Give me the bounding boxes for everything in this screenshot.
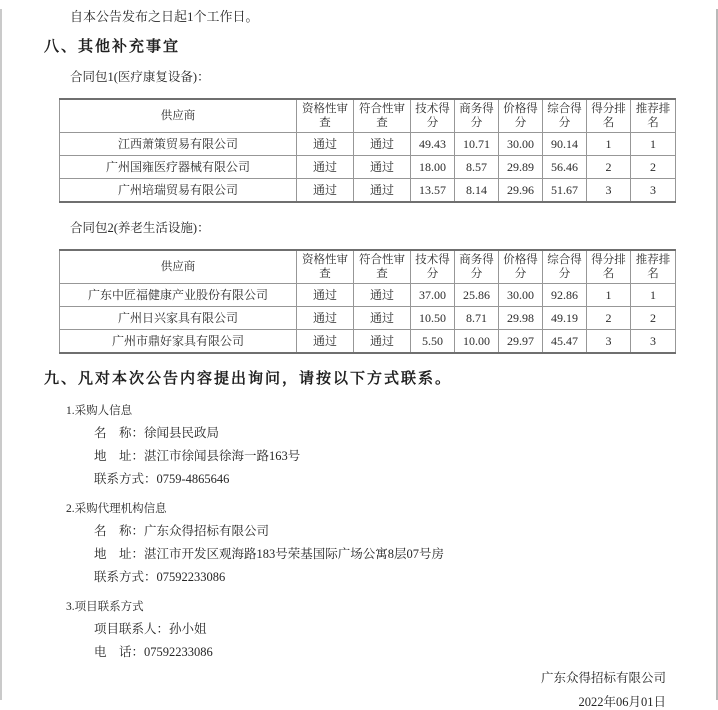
table-cell: 2 <box>587 307 631 330</box>
supplier-cell: 广州培瑞贸易有限公司 <box>60 179 297 203</box>
table-cell: 3 <box>587 179 631 203</box>
table-cell: 通过 <box>297 133 354 156</box>
table-cell: 8.14 <box>455 179 499 203</box>
column-header-supplier: 供应商 <box>60 250 297 284</box>
table-cell: 1 <box>631 133 676 156</box>
table-cell: 90.14 <box>543 133 587 156</box>
section8-heading: 八、其他补充事宜 <box>44 39 181 55</box>
column-header-price-score: 价格得分 <box>499 250 543 284</box>
column-header-price-score: 价格得分 <box>499 99 543 133</box>
table-cell: 10.00 <box>455 330 499 354</box>
table-cell: 3 <box>587 330 631 354</box>
purchaser-info-heading: 1.采购人信息 <box>66 405 133 417</box>
table-cell: 2 <box>587 156 631 179</box>
table-cell: 92.86 <box>543 284 587 307</box>
announcement-page <box>0 9 718 709</box>
column-header-recommend-rank: 推荐排名 <box>631 250 676 284</box>
agency-info-heading: 2.采购代理机构信息 <box>66 503 167 515</box>
table-cell: 29.89 <box>499 156 543 179</box>
supplier-cell: 广州日兴家具有限公司 <box>60 307 297 330</box>
table-cell: 通过 <box>297 284 354 307</box>
column-header-total-score: 综合得分 <box>543 99 587 133</box>
table-row <box>60 133 676 156</box>
supplier-cell: 广东中匠福健康产业股份有限公司 <box>60 284 297 307</box>
package2-caption: 合同包2(养老生活设施)： <box>70 221 210 235</box>
table-cell: 通过 <box>297 179 354 203</box>
table-cell: 13.57 <box>411 179 455 203</box>
column-header-technical-score: 技术得分 <box>411 250 455 284</box>
column-header-recommend-rank: 推荐排名 <box>631 99 676 133</box>
column-header-conformity-review: 符合性审查 <box>354 99 411 133</box>
agency-phone: 联系方式：07592233086 <box>94 570 226 584</box>
table-cell: 10.50 <box>411 307 455 330</box>
project-contact-phone: 电 话：07592233086 <box>94 645 213 659</box>
column-header-score-rank: 得分排名 <box>587 250 631 284</box>
table-cell: 29.97 <box>499 330 543 354</box>
table-cell: 30.00 <box>499 133 543 156</box>
table-cell: 29.96 <box>499 179 543 203</box>
column-header-business-score: 商务得分 <box>455 250 499 284</box>
table-cell: 通过 <box>297 330 354 354</box>
package1-caption: 合同包1(医疗康复设备)： <box>70 70 210 84</box>
purchaser-phone: 联系方式：0759-4865646 <box>94 472 230 486</box>
project-contact-heading: 3.项目联系方式 <box>66 601 144 613</box>
column-header-qualification-review: 资格性审查 <box>297 99 354 133</box>
table-row <box>60 330 676 354</box>
intro-text: 自本公告发布之日起1个工作日。 <box>70 9 259 24</box>
signature-block <box>2 670 716 710</box>
table-cell: 45.47 <box>543 330 587 354</box>
table-cell: 通过 <box>354 284 411 307</box>
table-cell: 18.00 <box>411 156 455 179</box>
table-cell: 51.67 <box>543 179 587 203</box>
table-cell: 30.00 <box>499 284 543 307</box>
table-cell: 37.00 <box>411 284 455 307</box>
column-header-total-score: 综合得分 <box>543 250 587 284</box>
table-cell: 49.19 <box>543 307 587 330</box>
table-cell: 8.57 <box>455 156 499 179</box>
table-cell: 1 <box>587 284 631 307</box>
column-header-business-score: 商务得分 <box>455 99 499 133</box>
signature-date: 2022年06月01日 <box>578 695 666 709</box>
table-row <box>60 307 676 330</box>
column-header-qualification-review: 资格性审查 <box>297 250 354 284</box>
purchaser-name: 名 称：徐闻县民政局 <box>94 426 220 440</box>
table-cell: 56.46 <box>543 156 587 179</box>
table-cell: 通过 <box>354 307 411 330</box>
table-cell: 29.98 <box>499 307 543 330</box>
table-cell: 通过 <box>354 133 411 156</box>
column-header-conformity-review: 符合性审查 <box>354 250 411 284</box>
table-row <box>60 284 676 307</box>
table-cell: 10.71 <box>455 133 499 156</box>
table-cell: 通过 <box>354 330 411 354</box>
supplier-cell: 广州市鼎好家具有限公司 <box>60 330 297 354</box>
agency-address: 地 址：湛江市开发区观海路183号荣基国际广场公寓8层07号房 <box>94 547 445 561</box>
column-header-supplier: 供应商 <box>60 99 297 133</box>
table-cell: 通过 <box>354 156 411 179</box>
table-cell: 25.86 <box>455 284 499 307</box>
table-row <box>60 156 676 179</box>
signature-company: 广东众得招标有限公司 <box>540 671 666 685</box>
table-cell: 49.43 <box>411 133 455 156</box>
package2-score-table <box>59 249 676 354</box>
column-header-score-rank: 得分排名 <box>587 99 631 133</box>
table-cell: 8.71 <box>455 307 499 330</box>
table-cell: 1 <box>631 284 676 307</box>
table-header-row <box>60 99 676 133</box>
table-cell: 2 <box>631 307 676 330</box>
table-cell: 通过 <box>297 307 354 330</box>
table-cell: 3 <box>631 179 676 203</box>
table-cell: 2 <box>631 156 676 179</box>
section9-heading: 九、凡对本次公告内容提出询问，请按以下方式联系。 <box>44 371 453 387</box>
table-cell: 3 <box>631 330 676 354</box>
column-header-technical-score: 技术得分 <box>411 99 455 133</box>
agency-name: 名 称：广东众得招标有限公司 <box>94 524 270 538</box>
project-contact-person: 项目联系人：孙小姐 <box>94 622 207 636</box>
table-row <box>60 179 676 203</box>
table-cell: 通过 <box>297 156 354 179</box>
table-header-row <box>60 250 676 284</box>
table-cell: 5.50 <box>411 330 455 354</box>
supplier-cell: 江西萧策贸易有限公司 <box>60 133 297 156</box>
supplier-cell: 广州国雍医疗器械有限公司 <box>60 156 297 179</box>
purchaser-address: 地 址：湛江市徐闻县徐海一路163号 <box>94 449 301 463</box>
package1-score-table <box>59 98 676 203</box>
table-cell: 通过 <box>354 179 411 203</box>
table-cell: 1 <box>587 133 631 156</box>
